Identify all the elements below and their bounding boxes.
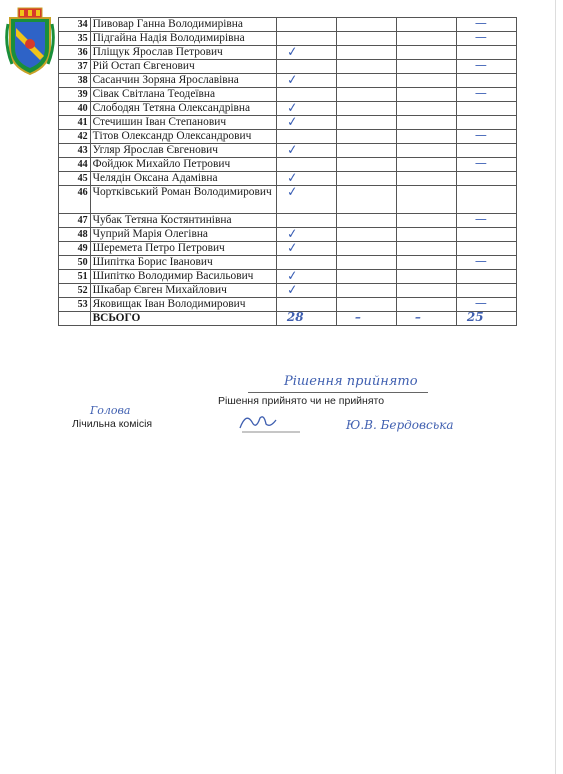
row-number: 40 — [59, 102, 91, 116]
dash-icon: — — [474, 156, 487, 170]
table-row — [59, 130, 517, 144]
deputy-name: Яковищак Іван Володимирович — [90, 298, 276, 312]
deputy-name: Слободян Тетяна Олександрівна — [90, 102, 276, 116]
checkmark-icon: ✓ — [286, 226, 299, 243]
vote-cell — [276, 298, 336, 312]
vote-cell — [336, 88, 396, 102]
scan-edge — [555, 0, 556, 774]
total-absent-value: 25 — [466, 310, 484, 324]
vote-cell — [396, 298, 456, 312]
vote-cell — [276, 74, 336, 88]
vote-cell — [456, 214, 516, 228]
vote-cell — [456, 32, 516, 46]
table-row — [59, 46, 517, 60]
vote-cell — [336, 74, 396, 88]
totals-empty — [59, 312, 91, 326]
deputy-name: Сівак Світлана Теодеївна — [90, 88, 276, 102]
commission-caption: Лічильна комісія — [72, 418, 153, 430]
vote-cell — [456, 158, 516, 172]
vote-cell — [456, 186, 516, 214]
deputy-name: Чубак Тетяна Костянтинівна — [90, 214, 276, 228]
row-number: 52 — [59, 284, 91, 298]
row-number: 53 — [59, 298, 91, 312]
deputy-name: Тітов Олександр Олександрович — [90, 130, 276, 144]
checkmark-icon: ✓ — [286, 114, 299, 131]
row-number: 48 — [59, 228, 91, 242]
total-abstain-value: – — [414, 310, 421, 324]
checkmark-icon: ✓ — [286, 44, 299, 61]
decision-line — [248, 392, 428, 393]
checkmark-icon: ✓ — [286, 268, 299, 285]
deputy-name: Шипітка Борис Іванович — [90, 256, 276, 270]
deputy-name: Угляр Ярослав Євгенович — [90, 144, 276, 158]
vote-cell — [336, 186, 396, 214]
row-number: 49 — [59, 242, 91, 256]
vote-cell — [456, 270, 516, 284]
checkmark-icon: ✓ — [286, 100, 299, 117]
dash-icon: — — [474, 58, 487, 72]
row-number: 44 — [59, 158, 91, 172]
decision-caption: Рішення прийнято чи не прийнято — [218, 395, 385, 407]
deputy-name: Стечишин Іван Степанович — [90, 116, 276, 130]
vote-cell — [396, 242, 456, 256]
vote-cell — [336, 172, 396, 186]
deputy-name: Челядін Оксана Адамівна — [90, 172, 276, 186]
vote-cell — [396, 60, 456, 74]
vote-cell — [396, 144, 456, 158]
vote-cell — [456, 130, 516, 144]
table-row — [59, 214, 517, 228]
vote-cell — [336, 116, 396, 130]
deputy-name: Пліщук Ярослав Петрович — [90, 46, 276, 60]
table-row — [59, 186, 517, 214]
vote-cell — [456, 228, 516, 242]
row-number: 38 — [59, 74, 91, 88]
dash-icon: — — [474, 296, 487, 310]
row-number: 42 — [59, 130, 91, 144]
row-number: 39 — [59, 88, 91, 102]
table-row — [59, 60, 517, 74]
vote-cell — [276, 256, 336, 270]
commission-head-handwritten: Голова — [90, 404, 131, 417]
dash-icon: — — [474, 254, 487, 268]
vote-cell — [456, 60, 516, 74]
row-number: 34 — [59, 18, 91, 32]
dash-icon: — — [474, 86, 487, 100]
vote-cell — [336, 298, 396, 312]
vote-cell — [276, 60, 336, 74]
vote-cell — [336, 256, 396, 270]
vote-cell — [336, 228, 396, 242]
checkmark-icon: ✓ — [286, 282, 299, 299]
vote-cell — [456, 172, 516, 186]
total-abstain — [396, 312, 456, 326]
dash-icon: — — [474, 128, 487, 142]
vote-cell — [336, 214, 396, 228]
deputy-name: Підгайна Надія Володимирівна — [90, 32, 276, 46]
vote-cell — [396, 32, 456, 46]
deputy-name: Рій Остап Євгенович — [90, 60, 276, 74]
table-row — [59, 256, 517, 270]
row-number: 47 — [59, 214, 91, 228]
vote-cell — [336, 284, 396, 298]
vote-cell — [456, 88, 516, 102]
table-row — [59, 102, 517, 116]
vote-cell — [336, 18, 396, 32]
vote-cell — [396, 256, 456, 270]
checkmark-icon: ✓ — [286, 184, 299, 201]
totals-label: ВСЬОГО — [90, 312, 276, 326]
voting-table — [58, 17, 517, 326]
vote-cell — [276, 284, 336, 298]
vote-cell — [276, 88, 336, 102]
table-row — [59, 116, 517, 130]
vote-cell — [396, 158, 456, 172]
vote-cell — [276, 144, 336, 158]
total-against-value: – — [354, 310, 361, 324]
signature-scribble — [236, 410, 306, 436]
vote-cell — [396, 130, 456, 144]
row-number: 35 — [59, 32, 91, 46]
vote-cell — [396, 214, 456, 228]
vote-cell — [396, 46, 456, 60]
deputy-name: Сасанчин Зоряна Ярославівна — [90, 74, 276, 88]
checkmark-icon: ✓ — [286, 240, 299, 257]
vote-cell — [396, 102, 456, 116]
coat-of-arms-emblem — [4, 4, 56, 76]
deputy-name: Шеремета Петро Петрович — [90, 242, 276, 256]
deputy-name: Фойдюк Михайло Петрович — [90, 158, 276, 172]
deputy-name: Шкабар Євген Михайлович — [90, 284, 276, 298]
vote-cell — [336, 158, 396, 172]
totals-row — [59, 312, 517, 326]
checkmark-icon: ✓ — [286, 72, 299, 89]
vote-cell — [276, 186, 336, 214]
vote-cell — [336, 32, 396, 46]
table-row — [59, 32, 517, 46]
row-number: 36 — [59, 46, 91, 60]
row-number: 37 — [59, 60, 91, 74]
table-row — [59, 18, 517, 32]
total-against — [336, 312, 396, 326]
vote-cell — [396, 88, 456, 102]
vote-cell — [276, 116, 336, 130]
vote-cell — [336, 242, 396, 256]
checkmark-icon: ✓ — [286, 170, 299, 187]
table-row — [59, 74, 517, 88]
total-for — [276, 312, 336, 326]
vote-cell — [336, 270, 396, 284]
row-number: 45 — [59, 172, 91, 186]
dash-icon: — — [474, 30, 487, 44]
table-row — [59, 158, 517, 172]
vote-cell — [276, 172, 336, 186]
deputy-name: Чортківський Роман Володимирович — [90, 186, 276, 214]
vote-cell — [276, 46, 336, 60]
dash-icon: — — [474, 212, 487, 226]
vote-cell — [276, 130, 336, 144]
vote-cell — [396, 172, 456, 186]
vote-cell — [276, 102, 336, 116]
vote-cell — [396, 186, 456, 214]
vote-cell — [336, 144, 396, 158]
vote-cell — [396, 284, 456, 298]
vote-cell — [456, 102, 516, 116]
vote-cell — [276, 18, 336, 32]
table-row — [59, 144, 517, 158]
vote-cell — [396, 74, 456, 88]
vote-cell — [276, 32, 336, 46]
vote-cell — [336, 46, 396, 60]
vote-cell — [276, 270, 336, 284]
deputy-name: Шипітко Володимир Васильович — [90, 270, 276, 284]
vote-cell — [276, 158, 336, 172]
checkmark-icon: ✓ — [286, 142, 299, 159]
vote-cell — [336, 102, 396, 116]
table-row — [59, 88, 517, 102]
deputy-name: Пивовар Ганна Володимирівна — [90, 18, 276, 32]
table-row — [59, 284, 517, 298]
total-absent — [456, 312, 516, 326]
vote-cell — [396, 228, 456, 242]
table-row — [59, 172, 517, 186]
row-number: 46 — [59, 186, 91, 214]
total-for-value: 28 — [286, 310, 304, 324]
table-row — [59, 242, 517, 256]
row-number: 51 — [59, 270, 91, 284]
vote-cell — [396, 18, 456, 32]
vote-cell — [336, 130, 396, 144]
vote-cell — [456, 298, 516, 312]
signature-name-handwritten: Ю.В. Бердовська — [346, 418, 454, 432]
decision-handwritten: Рішення прийнято — [284, 374, 418, 389]
vote-cell — [456, 256, 516, 270]
row-number: 43 — [59, 144, 91, 158]
vote-cell — [396, 270, 456, 284]
vote-cell — [276, 242, 336, 256]
vote-cell — [396, 116, 456, 130]
row-number: 41 — [59, 116, 91, 130]
vote-cell — [276, 228, 336, 242]
deputy-name: Чуприй Марія Олегівна — [90, 228, 276, 242]
dash-icon: — — [474, 16, 487, 30]
table-row — [59, 270, 517, 284]
table-row — [59, 228, 517, 242]
vote-cell — [336, 60, 396, 74]
vote-cell — [276, 214, 336, 228]
row-number: 50 — [59, 256, 91, 270]
